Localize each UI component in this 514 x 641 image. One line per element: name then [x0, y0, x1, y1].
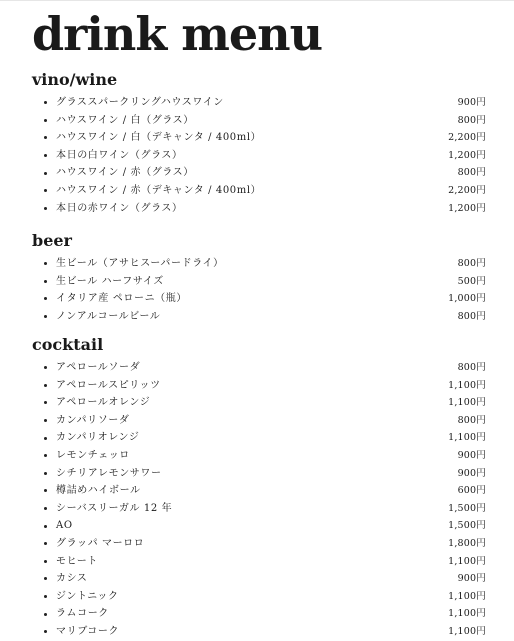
menu-item [32, 500, 486, 518]
menu-item-left [32, 429, 140, 447]
menu-item-name: ハウスワイン / 白（デキャンタ / 400ml） [56, 132, 262, 144]
menu-item-name: シーバスリーガル 12 年 [56, 502, 173, 514]
menu-item-name: 樽詰めハイボール [56, 485, 141, 497]
menu-item-price: 1,500円 [448, 502, 486, 514]
menu-item-left [32, 447, 130, 465]
menu-item [32, 112, 486, 130]
bullet-icon [44, 315, 47, 318]
menu-item-price: 1,500円 [448, 520, 486, 532]
menu-item-name: イタリア産 ペローニ（瓶） [56, 293, 187, 305]
menu-list [32, 255, 486, 325]
menu-item-price: 900円 [457, 573, 486, 585]
bullet-icon [44, 560, 47, 563]
menu-item-name: アペロールスピリッツ [56, 379, 161, 391]
bullet-icon [44, 119, 47, 122]
bullet-icon [44, 189, 47, 192]
menu-item-price: 1,000円 [448, 293, 486, 305]
menu-item-price: 1,100円 [448, 555, 486, 567]
menu-item-left [32, 164, 194, 182]
menu-item-name: カンパリソーダ [56, 414, 130, 426]
menu-item-price: 1,100円 [448, 590, 486, 602]
menu-item-price: 800円 [457, 310, 486, 322]
menu-item-price: 2,200円 [448, 132, 486, 144]
menu-list [32, 94, 486, 217]
menu-item-price: 2,200円 [448, 184, 486, 196]
section-heading-cocktail: cocktail [32, 335, 104, 354]
bullet-icon [44, 401, 47, 404]
menu-item-left [32, 112, 194, 130]
menu-item-price: 800円 [457, 258, 486, 269]
bullet-icon [44, 542, 47, 545]
bullet-icon [44, 154, 47, 157]
menu-item-name: カンパリオレンジ [56, 432, 140, 444]
menu-item-left [32, 570, 88, 588]
menu-item-name: アペロールソーダ [56, 362, 141, 373]
menu-item-price: 1,100円 [448, 397, 486, 409]
menu-item [32, 359, 486, 377]
menu-item-left [32, 553, 98, 571]
menu-item-price: 1,200円 [448, 202, 486, 214]
bullet-icon [44, 101, 47, 104]
menu-item-left [32, 517, 73, 535]
menu-item-left [32, 412, 130, 430]
menu-item-price: 800円 [457, 167, 486, 179]
menu-item-price: 900円 [457, 449, 486, 461]
bullet-icon [44, 454, 47, 457]
menu-item [32, 308, 486, 326]
menu-item-price: 1,800円 [448, 537, 486, 549]
menu-item-name: 本日の赤ワイン（グラス） [56, 202, 183, 214]
menu-item-name: アペロールオレンジ [56, 397, 151, 409]
bullet-icon [44, 525, 47, 528]
menu-item-name: ハウスワイン / 白（グラス） [56, 114, 194, 126]
menu-item [32, 377, 486, 395]
menu-item-price: 800円 [457, 114, 486, 126]
menu-item-price: 900円 [457, 97, 486, 108]
section-wine [32, 70, 486, 217]
menu-item-price: 1,100円 [448, 432, 486, 444]
menu-item [32, 147, 486, 165]
menu-item [32, 200, 486, 218]
menu-item-name: AO [56, 520, 73, 532]
menu-item-name: ジントニック [56, 590, 119, 602]
menu-item-left [32, 535, 144, 553]
menu-item-left [32, 623, 119, 641]
menu-item-name: 本日の白ワイン（グラス） [56, 149, 183, 161]
bullet-icon [44, 472, 47, 475]
bullet-icon [44, 613, 47, 616]
menu-item [32, 553, 486, 571]
menu-item-left [32, 94, 224, 112]
menu-item-name: ラムコーク [56, 608, 109, 620]
menu-item-price: 1,100円 [448, 625, 486, 637]
menu-item-left [32, 605, 109, 623]
menu-item-left [32, 394, 150, 412]
menu-item-price: 900円 [457, 467, 486, 479]
menu-item [32, 164, 486, 182]
menu-item [32, 94, 486, 112]
bullet-icon [44, 262, 47, 265]
menu-item-left [32, 359, 140, 377]
menu-item-name: ハウスワイン / 赤（グラス） [56, 167, 194, 179]
top-divider [0, 0, 514, 1]
bullet-icon [44, 577, 47, 580]
menu-item-left [32, 308, 160, 326]
menu-item [32, 429, 486, 447]
menu-item-left [32, 129, 261, 147]
menu-item-price: 1,200円 [448, 149, 486, 161]
menu-item [32, 255, 486, 273]
menu-item-price: 800円 [457, 362, 486, 373]
bullet-icon [44, 507, 47, 510]
menu-item-price: 600円 [457, 485, 486, 497]
menu-item [32, 482, 486, 500]
menu-item-left [32, 255, 224, 273]
bullet-icon [44, 136, 47, 139]
menu-item-name: モヒート [56, 555, 98, 567]
menu-item-left [32, 290, 187, 308]
bullet-icon [44, 437, 47, 440]
menu-item [32, 447, 486, 465]
menu-item-name: マリブコーク [56, 625, 120, 637]
bullet-icon [44, 384, 47, 387]
bullet-icon [44, 207, 47, 210]
bullet-icon [44, 489, 47, 492]
bullet-icon [44, 630, 47, 633]
menu-item-name: ハウスワイン / 赤（デキャンタ / 400ml） [56, 184, 262, 196]
section-heading-wine: vino/wine [32, 70, 118, 89]
bullet-icon [44, 595, 47, 598]
menu-item [32, 535, 486, 553]
menu-item [32, 412, 486, 430]
section-beer [32, 231, 486, 325]
menu-item [32, 273, 486, 291]
bullet-icon [44, 280, 47, 283]
menu-item-left [32, 200, 183, 218]
menu-item-name: グラッパ マーロロ [56, 537, 145, 549]
menu-item [32, 129, 486, 147]
menu-item [32, 623, 486, 641]
menu-item-left [32, 482, 141, 500]
bullet-icon [44, 297, 47, 300]
section-heading-beer: beer [32, 231, 72, 250]
menu-item [32, 182, 486, 200]
menu-item-left [32, 147, 183, 165]
menu-item-left [32, 182, 261, 200]
menu-item-price: 500円 [457, 275, 486, 287]
menu-item [32, 570, 486, 588]
menu-item-name: カシス [56, 573, 88, 585]
menu-item-name: 生ビール ハーフサイズ [56, 275, 164, 287]
menu-item [32, 588, 486, 606]
menu-item-left [32, 500, 172, 518]
menu-item-price: 800円 [457, 414, 486, 426]
menu-item-price: 1,100円 [448, 379, 486, 391]
menu-item-price: 1,100円 [448, 608, 486, 620]
menu-item [32, 290, 486, 308]
menu-item-left [32, 273, 164, 291]
menu-item [32, 605, 486, 623]
bullet-icon [44, 366, 47, 369]
menu-item-left [32, 465, 162, 483]
menu-item-left [32, 588, 119, 606]
menu-list [32, 359, 486, 641]
section-cocktail [32, 335, 486, 641]
bullet-icon [44, 419, 47, 422]
bullet-icon [44, 172, 47, 175]
menu-item-name: ノンアルコールビール [56, 310, 161, 322]
menu-item-left [32, 377, 161, 395]
menu-item-name: シチリアレモンサワー [56, 467, 162, 479]
menu-title: drink menu [32, 7, 323, 61]
menu-item [32, 465, 486, 483]
menu-item-name: レモンチェッロ [56, 449, 130, 461]
menu-item [32, 517, 486, 535]
menu-item-name: 生ビール（アサヒスーパードライ） [56, 258, 224, 269]
menu-item [32, 394, 486, 412]
menu-item-name: グラススパークリングハウスワイン [56, 97, 224, 108]
